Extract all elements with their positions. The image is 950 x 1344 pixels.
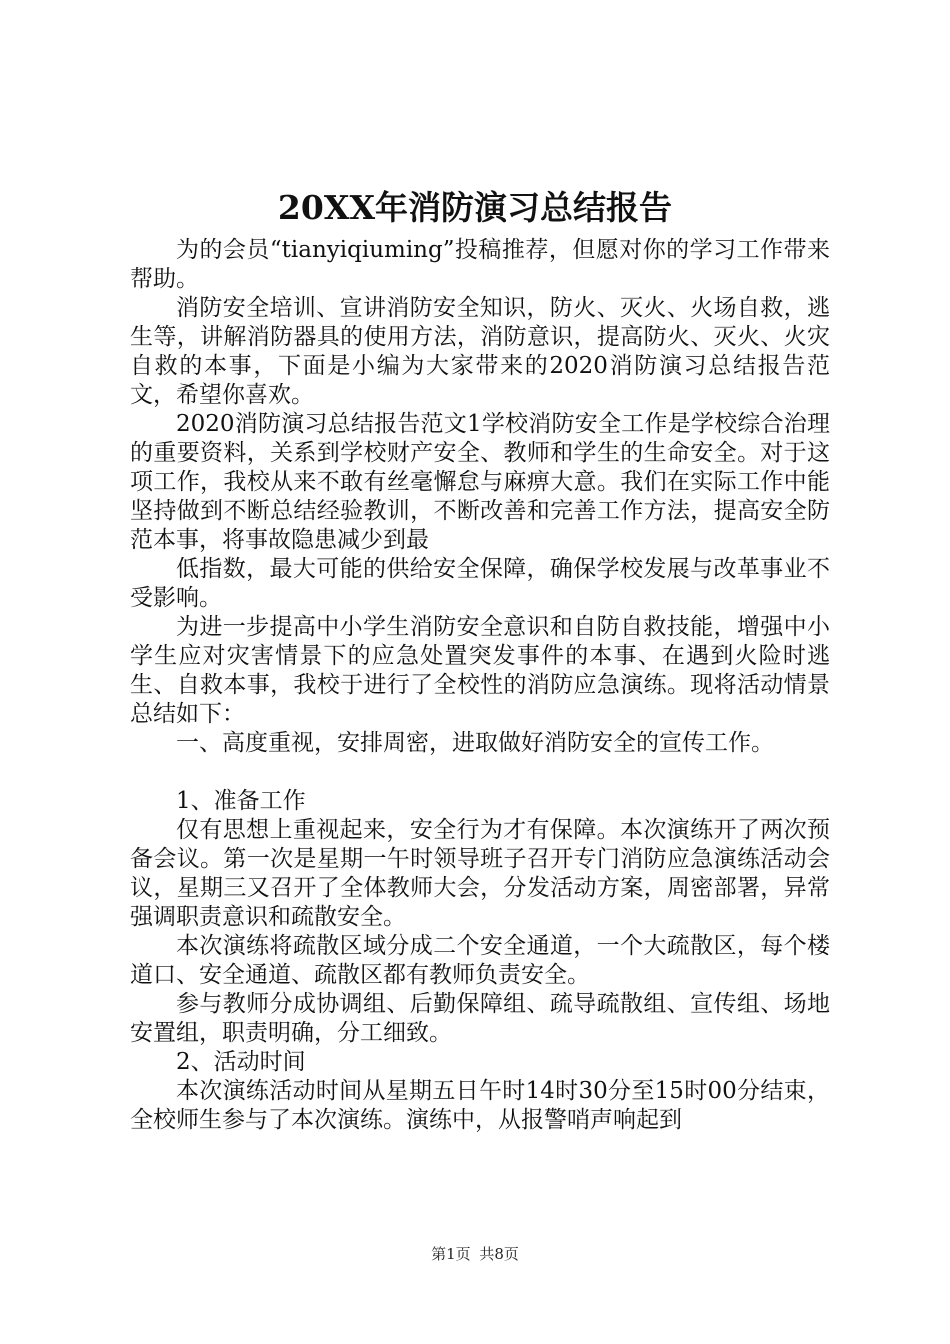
document-title: 20XX年消防演习总结报告 <box>277 188 673 227</box>
paragraph: 低指数，最大可能的供给安全保障，确保学校发展与改革事业不受影响。 <box>130 556 830 611</box>
page-number: 第1页 <box>431 1245 471 1263</box>
section-heading: 一、高度重视，安排周密，进取做好消防安全的宣传工作。 <box>176 730 774 756</box>
document-body <box>130 236 830 1135</box>
paragraph: 本次演练活动时间从星期五日午时14时30分至15时00分结束，全校师生参与了本次演练。演练中，从报警哨声响起到 <box>130 1078 830 1133</box>
paragraph: 参与教师分成协调组、后勤保障组、疏导疏散组、宣传组、场地安置组，职责明确，分工细致。 <box>130 991 830 1046</box>
paragraph: 仅有思想上重视起来，安全行为才有保障。本次演练开了两次预备会议。第一次是星期一午时领导班子召开专门消防应急演练活动会议，星期三又召开了全体教师大会，分发活动方案，周密部署，异常强调职责意识和疏散安全。 <box>130 817 830 930</box>
paragraph: 2020消防演习总结报告范文1学校消防安全工作是学校综合治理的重要资料，关系到学校财产安全、教师和学生的生命安全。对于这项工作，我校从来不敢有丝毫懈怠与麻痹大意。我们在实际工作中能坚持做到不断总结经验教训，不断改善和完善工作方法，提高安全防范本事，将事故隐患减少到最 <box>130 411 830 553</box>
paragraph: 本次演练将疏散区域分成二个安全通道，一个大疏散区，每个楼道口、安全通道、疏散区都有教师负责安全。 <box>130 933 830 988</box>
subsection-heading: 2、活动时间 <box>176 1049 306 1075</box>
paragraph: 消防安全培训、宣讲消防安全知识，防火、灭火、火场自救，逃生等，讲解消防器具的使用方法，消防意识，提高防火、灭火、火灾自救的本事，下面是小编为大家带来的2020消防演习总结报告范文，希望你喜欢。 <box>130 295 830 408</box>
paragraph: 为进一步提高中小学生消防安全意识和自防自救技能，增强中小学生应对灾害情景下的应急处置突发事件的本事、在遇到火险时逃生、自救本事，我校于进行了全校性的消防应急演练。现将活动情景总结如下： <box>130 614 830 727</box>
subsection-heading: 1、准备工作 <box>176 788 306 814</box>
page-footer <box>0 1244 950 1264</box>
paragraph: 为的会员“tianyiqiuming”投稿推荐，但愿对你的学习工作带来帮助。 <box>130 237 830 292</box>
page-total: 共8页 <box>479 1245 519 1263</box>
